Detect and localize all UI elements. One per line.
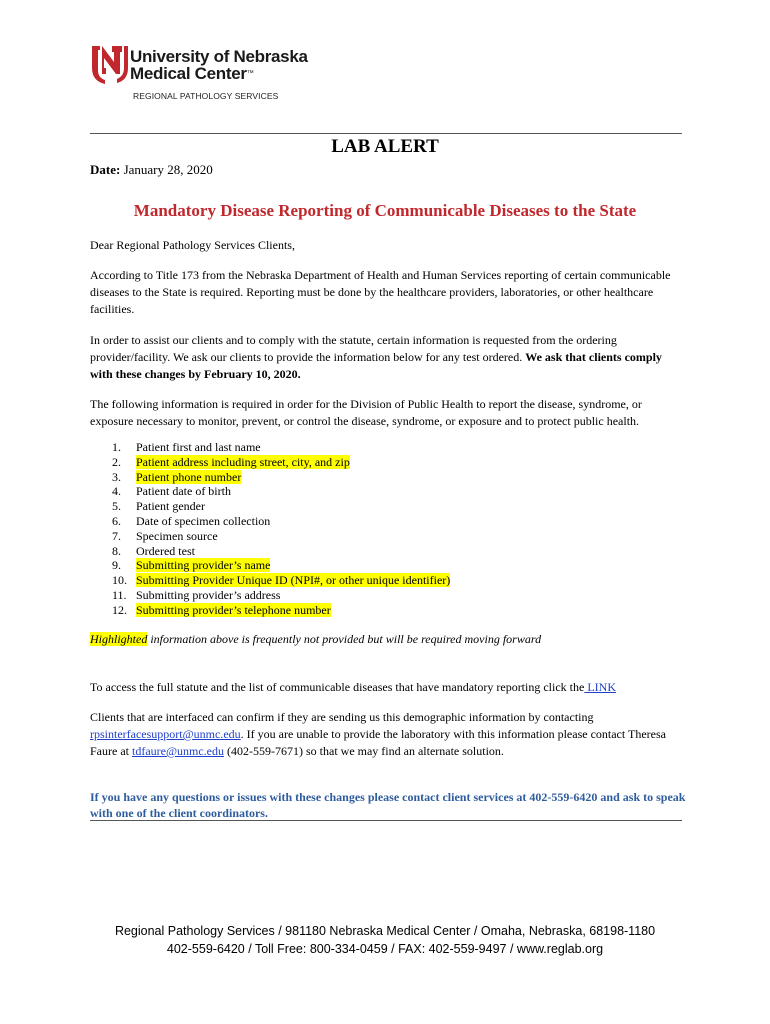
access-statute-text: To access the full statute and the list of communicable diseases that have mandatory reporting click the bbox=[90, 680, 585, 694]
deadline-text: We ask that clients comply with these changes by February 10, 2020. bbox=[90, 350, 662, 381]
required-info-item bbox=[90, 499, 450, 514]
item-text: Date of specimen collection bbox=[136, 513, 271, 528]
interfaced-text-1: Clients that are interfaced can confirm if they are sending us this demographic information by contacting bbox=[90, 710, 594, 724]
highlight-note bbox=[90, 632, 541, 647]
item-text: Submitting Provider Unique ID (NPI#, or other unique identifier) bbox=[136, 573, 451, 588]
item-text: Submitting provider’s telephone number bbox=[136, 602, 331, 617]
required-info-item bbox=[90, 544, 450, 559]
item-number: 1. bbox=[112, 440, 121, 454]
item-text: Patient phone number bbox=[136, 469, 242, 484]
item-number: 5. bbox=[112, 499, 121, 514]
footer bbox=[0, 922, 770, 958]
unmc-logo bbox=[90, 44, 320, 104]
item-text: Patient first and last name bbox=[136, 440, 261, 454]
greeting: Dear Regional Pathology Services Clients, bbox=[90, 238, 295, 252]
required-info-item bbox=[90, 573, 450, 588]
item-text: Submitting provider’s name bbox=[136, 558, 271, 573]
item-number: 11. bbox=[112, 587, 127, 602]
item-number: 8. bbox=[112, 543, 121, 558]
paragraph-request bbox=[90, 332, 685, 383]
statute-link[interactable]: LINK bbox=[584, 680, 617, 694]
item-text: Patient date of birth bbox=[136, 484, 231, 499]
footer-contact: 402-559-6420 / Toll Free: 800-334-0459 / FAX: 402-559-9497 / www.reglab.org bbox=[166, 942, 604, 956]
org-subtitle: REGIONAL PATHOLOGY SERVICES bbox=[133, 91, 279, 101]
required-info-item bbox=[90, 529, 450, 544]
paragraph-title-173: According to Title 173 from the Nebraska Department of Health and Human Services reporting of certain communicable diseases to the State is required. Reporting must be done by the healthcare providers, laboratories, or other healthcare facilities. bbox=[90, 268, 671, 316]
required-info-item bbox=[90, 470, 450, 485]
item-text: Patient address including street, city, and zip bbox=[136, 454, 350, 469]
questions-contact: If you have any questions or issues with these changes please contact client services at 402-559-6420 and ask to speak with one of the client coordinators. bbox=[90, 790, 686, 820]
bottom-divider bbox=[90, 820, 682, 821]
item-number: 12. bbox=[112, 602, 127, 617]
item-number: 10. bbox=[112, 573, 127, 588]
required-info-item bbox=[90, 455, 450, 470]
item-text: Ordered test bbox=[136, 543, 195, 558]
alert-date bbox=[90, 162, 213, 178]
date-value: January 28, 2020 bbox=[123, 162, 213, 177]
item-number: 6. bbox=[112, 513, 121, 528]
item-number: 3. bbox=[112, 469, 121, 484]
required-info-list bbox=[90, 440, 450, 618]
item-text: Submitting provider’s address bbox=[136, 587, 281, 602]
item-text: Patient gender bbox=[136, 499, 205, 514]
required-info-item bbox=[90, 440, 450, 455]
interfaced-text-2: . If you are unable to provide the laboratory with this information please contact Theresa Faure at bbox=[90, 727, 666, 758]
required-info-item bbox=[90, 588, 450, 603]
date-label: Date: bbox=[90, 162, 121, 177]
required-info-item bbox=[90, 514, 450, 529]
access-statute bbox=[90, 679, 685, 696]
alert-title: LAB ALERT bbox=[331, 136, 439, 157]
interfaced-text-3: (402-559-7671) so that we may find an alternate solution. bbox=[224, 744, 504, 758]
org-name-line1: University of Nebraska bbox=[130, 47, 308, 66]
alert-heading: Mandatory Disease Reporting of Communicable Diseases to the State bbox=[133, 201, 637, 220]
org-name-line2: Medical Center bbox=[130, 64, 247, 83]
highlight-note-text: information above is frequently not provided but will be required moving forward bbox=[147, 632, 542, 646]
item-text: Specimen source bbox=[136, 528, 218, 543]
top-divider bbox=[90, 133, 682, 134]
tdfaure-email-link[interactable]: tdfaure@unmc.edu bbox=[131, 744, 224, 758]
item-number: 2. bbox=[112, 454, 121, 469]
interface-support-email-link[interactable]: rpsinterfacesupport@unmc.edu bbox=[90, 727, 241, 741]
item-number: 7. bbox=[112, 528, 121, 543]
org-name: University of Nebraska Medical Center™ bbox=[130, 47, 308, 83]
item-number: 9. bbox=[112, 558, 121, 573]
item-number: 4. bbox=[112, 484, 121, 499]
highlighted-word: Highlighted bbox=[90, 632, 148, 646]
paragraph-request-text: In order to assist our clients and to comply with the statute, certain information is requested from the ordering provider/facility. We ask our clients to provide the information below for any test ordered. bbox=[90, 333, 617, 364]
nebraska-n-logo-icon bbox=[90, 44, 130, 84]
required-info-item bbox=[90, 484, 450, 499]
interfaced-clients bbox=[90, 709, 685, 760]
footer-address: Regional Pathology Services / 981180 Nebraska Medical Center / Omaha, Nebraska, 68198-1180 bbox=[114, 924, 656, 938]
required-info-item bbox=[90, 603, 450, 618]
required-info-item bbox=[90, 558, 450, 573]
paragraph-required-info: The following information is required in order for the Division of Public Health to report the disease, syndrome, or exposure necessary to monitor, prevent, or control the disease, syndrome, or exposure and to protect public health. bbox=[90, 397, 642, 428]
